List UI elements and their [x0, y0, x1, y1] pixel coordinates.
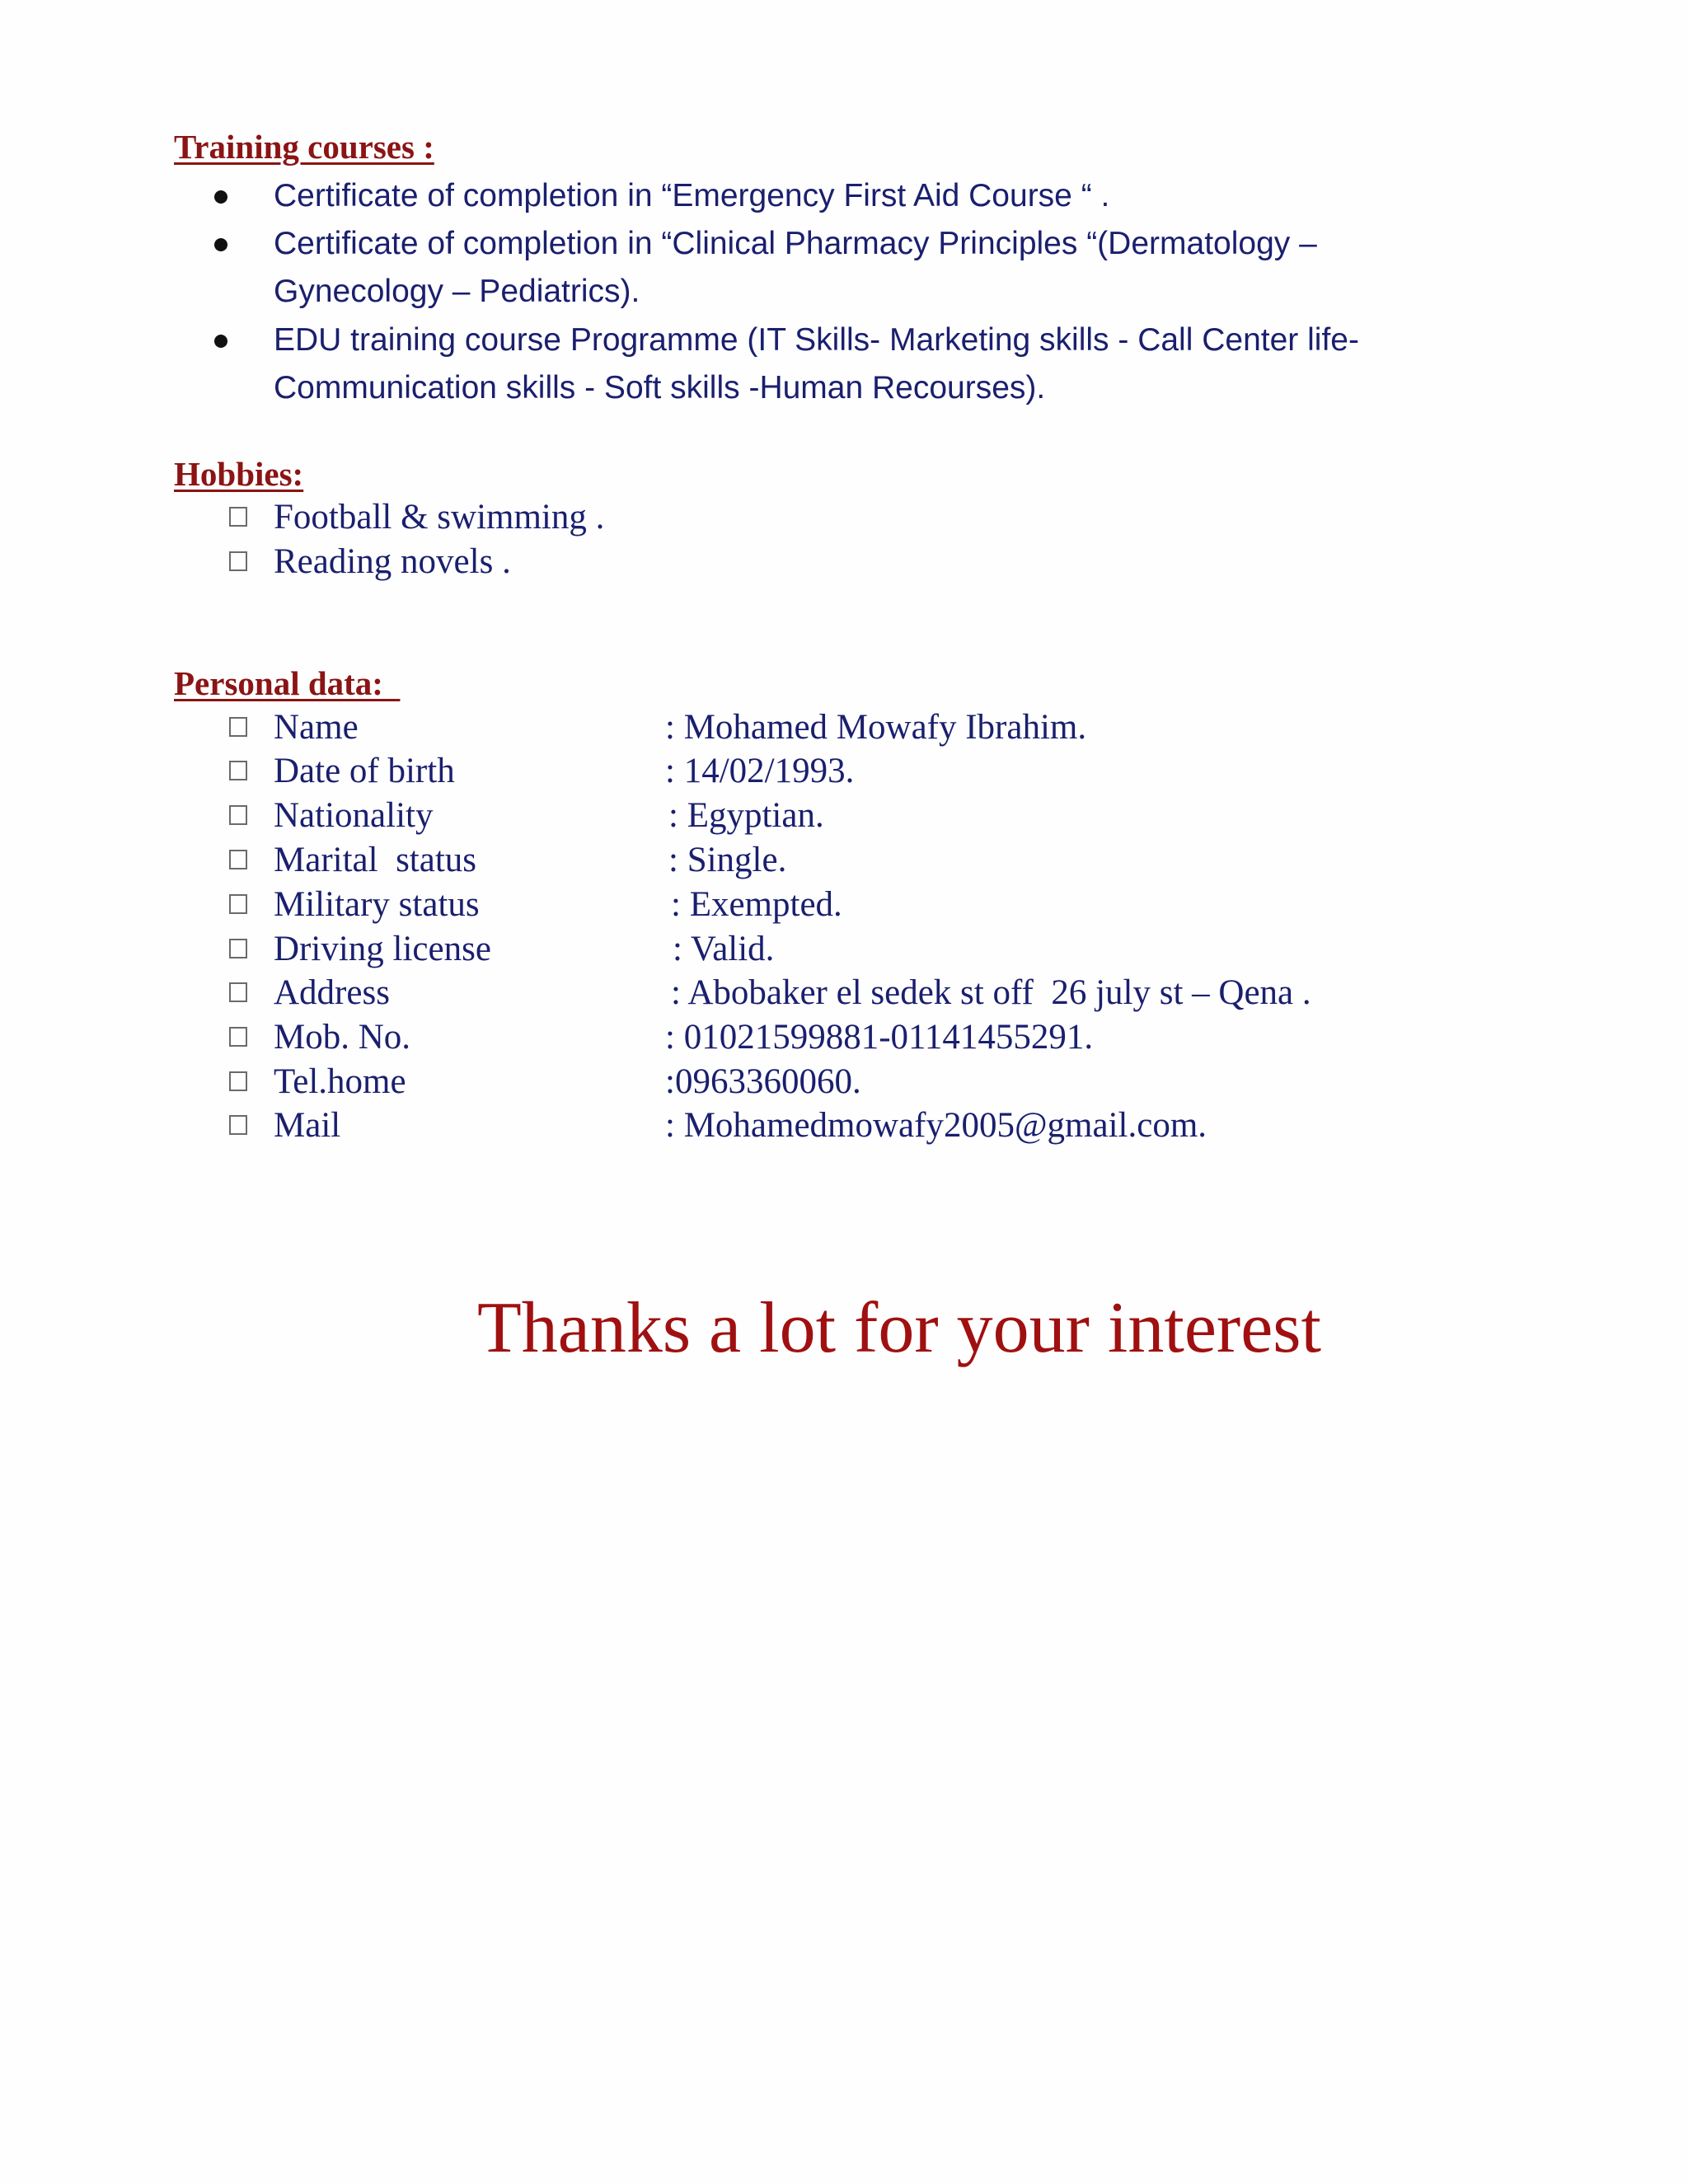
checkbox-bullet-icon	[229, 982, 247, 1002]
bullet-icon	[214, 238, 227, 251]
personal-data-value: : Abobaker el sedek st off 26 july st – Qena .	[671, 973, 1311, 1012]
closing-message: Thanks a lot for your interest	[477, 1288, 1321, 1368]
training-course-text: Certificate of completion in “Clinical Pharmacy Principles “(Dermatology – Gynecology – Pediatrics).	[274, 226, 1317, 309]
personal-data-value: : 14/02/1993.	[665, 752, 855, 790]
personal-data-label: Mail	[274, 1106, 341, 1145]
personal-data-value: : Mohamed Mowafy Ibrahim.	[665, 708, 1087, 747]
personal-data-value: : Egyptian.	[668, 796, 824, 835]
checkbox-bullet-icon	[229, 850, 247, 869]
checkbox-bullet-icon	[229, 717, 247, 737]
checkbox-bullet-icon	[229, 1071, 247, 1091]
personal-data-row	[0, 972, 1311, 1015]
personal-data-row	[0, 883, 842, 926]
checkbox-bullet-icon	[229, 894, 247, 914]
personal-data-label: Driving license	[274, 930, 491, 968]
personal-data-row	[0, 794, 824, 837]
hobby-text: Reading novels .	[274, 542, 511, 581]
checkbox-bullet-icon	[229, 761, 247, 780]
hobbies-heading: Hobbies:	[174, 455, 304, 493]
bullet-icon	[214, 335, 227, 348]
hobby-text: Football & swimming .	[274, 498, 605, 537]
training-course-item	[274, 172, 1469, 220]
personal-data-row	[0, 750, 855, 793]
personal-data-value: :0963360060.	[665, 1062, 861, 1101]
personal-data-label: Tel.home	[274, 1062, 406, 1101]
bullet-icon	[214, 190, 227, 204]
personal-data-label: Nationality	[274, 796, 434, 835]
training-courses-heading: Training courses :	[174, 128, 434, 166]
personal-data-heading: Personal data:	[174, 664, 401, 702]
personal-data-label: Mob. No.	[274, 1018, 411, 1057]
training-course-text: EDU training course Programme (IT Skills- Marketing skills - Call Center life- Communication skills - Soft skills -Human Recourses).	[274, 322, 1359, 405]
personal-data-value: : Mohamedmowafy2005@gmail.com.	[665, 1106, 1207, 1145]
training-course-item	[274, 316, 1469, 412]
checkbox-bullet-icon	[229, 507, 247, 527]
personal-data-label: Date of birth	[274, 752, 455, 790]
personal-data-row	[0, 839, 787, 882]
personal-data-value: : Single.	[668, 841, 787, 879]
personal-data-label: Address	[274, 973, 390, 1012]
checkbox-bullet-icon	[229, 939, 247, 958]
personal-data-row	[0, 706, 1087, 749]
training-course-text: Certificate of completion in “Emergency First Aid Course “ .	[274, 178, 1110, 213]
personal-data-value: : 01021599881-01141455291.	[665, 1018, 1094, 1057]
personal-data-label: Marital status	[274, 841, 477, 879]
personal-data-value: : Valid.	[673, 930, 775, 968]
personal-data-row	[0, 928, 775, 971]
personal-data-row	[0, 1104, 1207, 1147]
personal-data-row	[0, 1016, 1094, 1059]
checkbox-bullet-icon	[229, 1027, 247, 1047]
personal-data-row	[0, 1061, 861, 1104]
checkbox-bullet-icon	[229, 551, 247, 571]
checkbox-bullet-icon	[229, 805, 247, 825]
hobby-item	[0, 496, 605, 539]
personal-data-label: Military status	[274, 885, 480, 924]
hobby-item	[0, 541, 511, 583]
personal-data-value: : Exempted.	[671, 885, 842, 924]
training-course-item	[274, 220, 1469, 316]
checkbox-bullet-icon	[229, 1115, 247, 1135]
personal-data-label: Name	[274, 708, 359, 747]
